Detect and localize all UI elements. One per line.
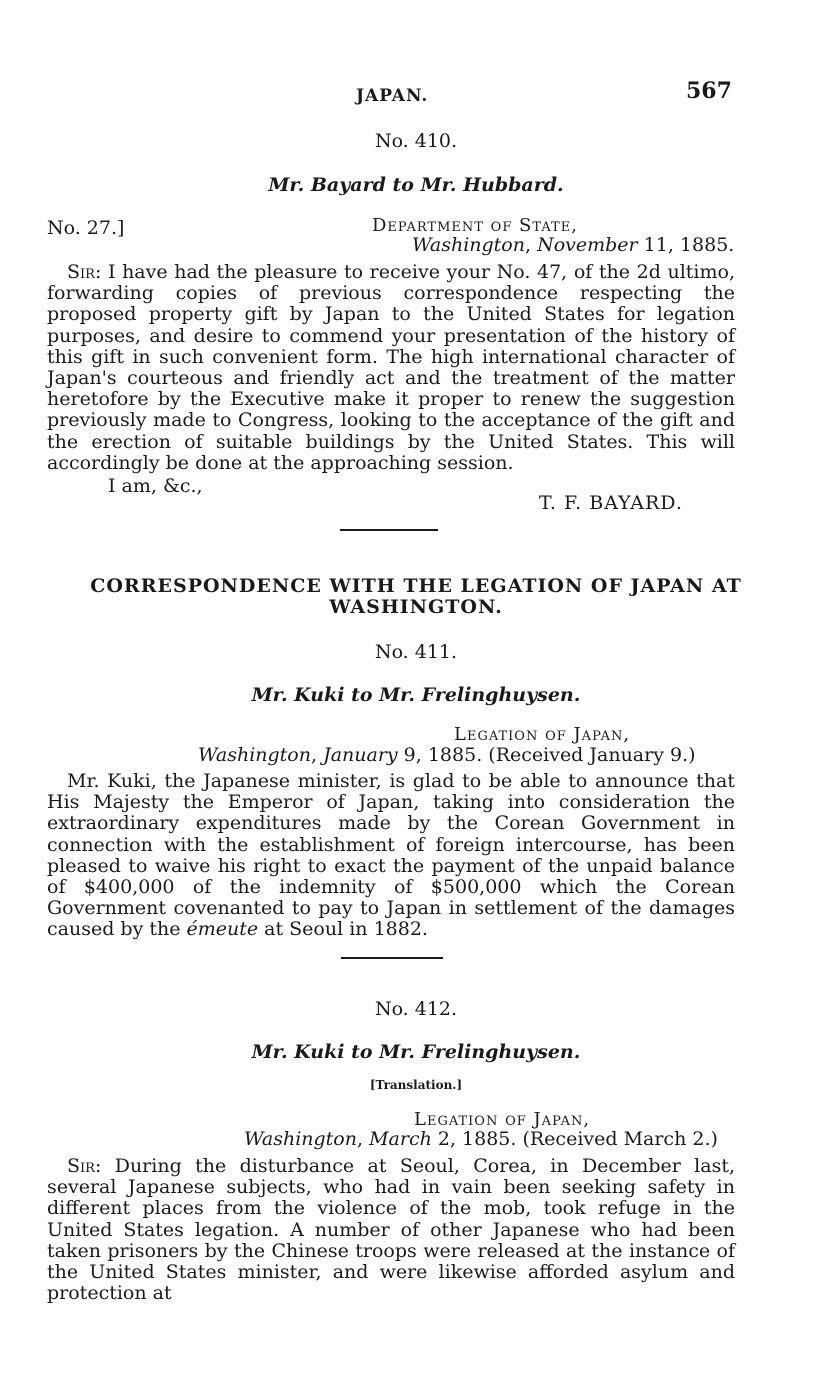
body-italic: émeute [186,918,259,941]
body-text: : I have had the pleasure to receive your No. 47, of the 2d ultimo, forwarding copies of previous correspondence respecting the proposed property gift by Japan to the United States for legation purposes, and desire to commend your presentation of the history of this gift in such convenient form. The high international character of Japan's courteous and friendly act and the treatment of the matter heretofore by the Executive make it proper to renew the suggestion previously made to Congress, looking to the acceptance of the gift and the erection of suitable buildings by the United States. This will accordingly be done at the approaching session. [47,261,735,474]
note-body-411 [47,771,735,941]
dateline-411: Washington, January 9, 1885. (Received January 9.) [198,744,696,766]
body-text: Mr. Kuki, the Japanese minister, is glad to be able to announce that His Majesty the Emperor of Japan, taking into consideration the extraordinary expenditures made by the Corean Government in connection with the establishment of foreign intercourse, has been pleased to waive his right to exact the payment of the unpaid balance of $400,000 of the indemnity of $500,000 which the Corean Government covenanted to pay to Japan in settlement of the damages caused by the [47,770,735,941]
dateline-place: Washington [244,1128,357,1150]
dateline-place: Washington [198,744,311,766]
dateline-month: January [323,744,398,766]
dateline-month: November [537,234,638,256]
translation-note: [Translation.] [369,1078,463,1092]
doc-number-411: No. 411. [374,641,458,663]
dateline-place: Washington [412,234,525,256]
dateline-rest: 11, 1885. [637,234,735,256]
running-title: JAPAN. [356,86,429,106]
divider-rule [340,529,438,531]
doc-heading-410: Mr. Bayard to Mr. Hubbard. [268,174,564,196]
signature-410: T. F. BAYARD. [539,492,683,514]
salutation: Sir [67,1155,95,1177]
sender-legation-412: Legation of Japan, [414,1109,591,1130]
body-text: : During the disturbance at Seoul, Corea, in December last, several Japanese subjects, who had in vain been seeking safety in different places from the violence of the mob, took refuge in the United States legation. A number of other Japanese who had been taken prisoners by the Chinese troops were released at the instance of the United States minister, and were likewise afforded asylum and protection at [47,1155,735,1305]
body-paragraph [47,771,735,941]
section-title-line1: CORRESPONDENCE WITH THE LEGATION OF JAPAN AT [90,575,742,597]
dateline-rest: 2, 1885. (Received March 2.) [431,1128,718,1150]
dateline-month: March [369,1128,432,1150]
salutation: Sir [67,261,95,283]
body-paragraph [47,1156,735,1304]
doc-number-412: No. 412. [374,998,458,1020]
sender-dept-410: Department of State, [372,215,578,236]
doc-ref-410: No. 27.] [47,217,125,239]
doc-number-410: No. 410. [374,130,458,152]
letter-body-410 [47,262,735,474]
page-number: 567 [686,78,732,104]
note-body-412 [47,1156,735,1304]
divider-rule [341,957,443,959]
closing-410: I am, &c., [108,475,203,497]
body-paragraph [47,262,735,474]
doc-heading-411: Mr. Kuki to Mr. Frelinghuysen. [251,684,581,706]
body-text-end: at Seoul in 1882. [258,918,428,941]
dateline-412: Washington, March 2, 1885. (Received March 2.) [244,1128,718,1150]
dateline-rest: 9, 1885. (Received January 9.) [397,744,696,766]
dateline-410: Washington, November 11, 1885. [412,234,735,256]
section-title-line2: WASHINGTON. [329,596,503,618]
sender-legation-411: Legation of Japan, [454,724,631,745]
doc-heading-412: Mr. Kuki to Mr. Frelinghuysen. [251,1041,581,1063]
